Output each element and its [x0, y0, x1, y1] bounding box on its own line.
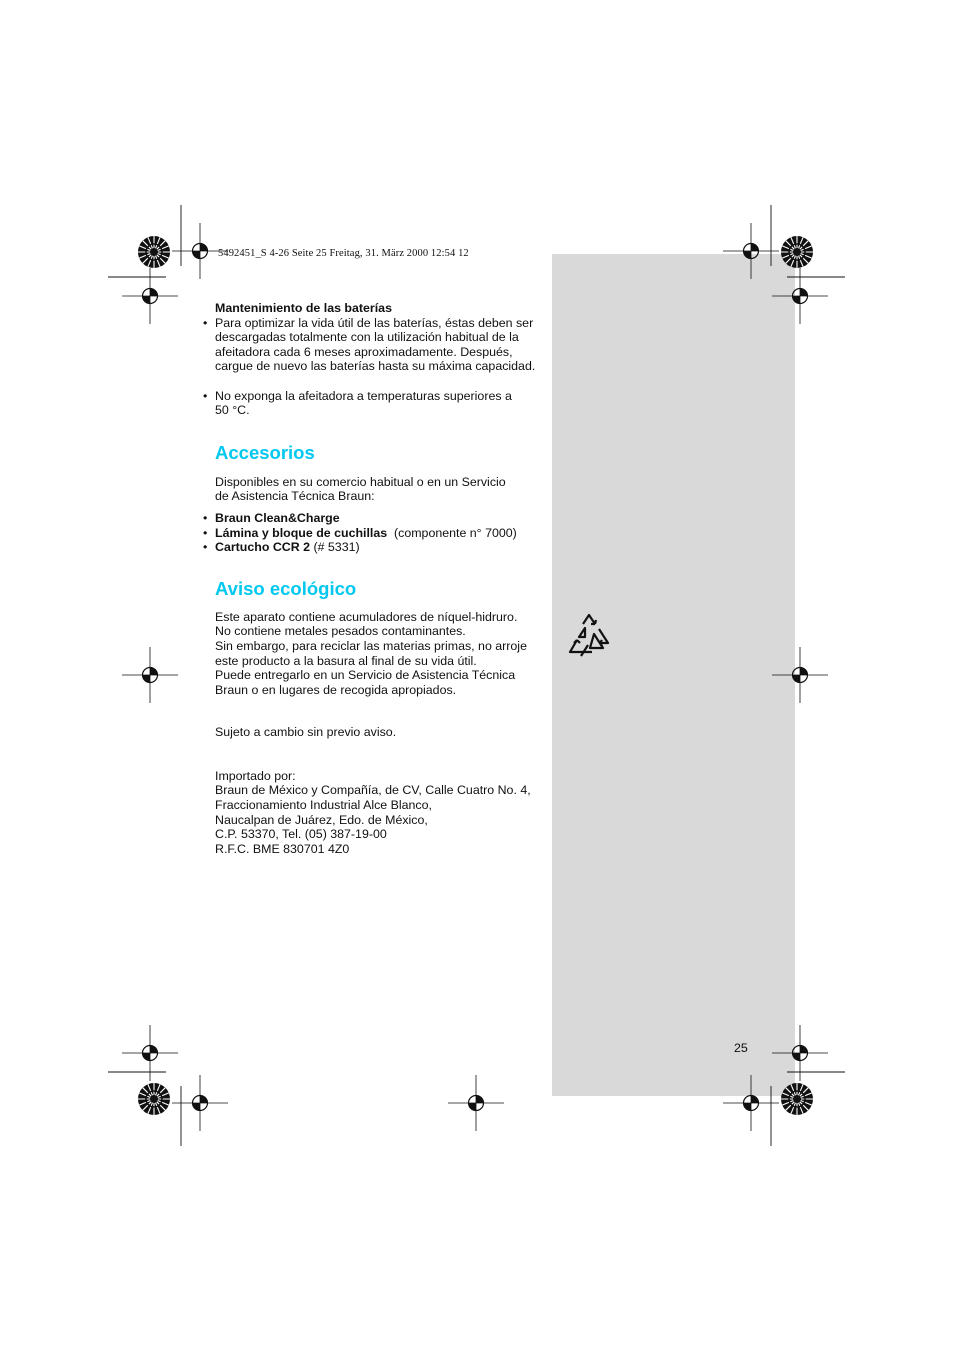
importer-line: Naucalpan de Juárez, Edo. de México,: [215, 812, 428, 827]
change-notice: Sujeto a cambio sin previo aviso.: [215, 725, 397, 740]
eco-line: Sin embargo, para reciclar las materias primas, no arroje este producto a la basura al final de su vida útil.: [215, 638, 527, 668]
accessory-item-detail: (componente n° 7000): [387, 525, 517, 540]
registration-mark: [122, 268, 178, 324]
registration-mark: [772, 268, 828, 324]
registration-mark: [122, 1025, 178, 1081]
registration-mark: [122, 647, 178, 703]
page-number: 25: [734, 1041, 748, 1055]
registration-mark: [448, 1075, 504, 1131]
accessory-item-name: Cartucho CCR 2: [215, 540, 311, 555]
registration-mark: [772, 1025, 828, 1081]
accessory-item-name: Braun Clean&Charge: [215, 510, 340, 525]
eco-line: Este aparato contiene acumuladores de níquel-hidruro.: [215, 609, 518, 624]
accessory-item-detail: (# 5331): [310, 540, 360, 555]
eco-line: No contiene metales pesados contaminantes.: [215, 624, 466, 639]
starburst-mark: [138, 1083, 170, 1115]
print-slug: 5492451_S 4-26 Seite 25 Freitag, 31. März 2000 12:54 12: [218, 248, 469, 259]
battery-heading: Mantenimiento de las baterías: [215, 301, 392, 315]
importer-line: R.F.C. BME 830701 4Z0: [215, 841, 350, 856]
battery-bullet-2: • No exponga la afeitadora a temperaturas superiores a 50 °C.: [215, 389, 525, 418]
registration-mark: [172, 223, 228, 279]
importer-line: C.P. 53370, Tel. (05) 387-19-00: [215, 827, 387, 842]
accessory-item-name: Lámina y bloque de cuchillas: [215, 525, 388, 540]
registration-mark: [172, 1075, 228, 1131]
accessories-intro: Disponibles en su comercio habitual o en un Servicio de Asistencia Técnica Braun:: [215, 474, 506, 504]
eco-line: Puede entregarlo en un Servicio de Asistencia Técnica Braun o en lugares de recogida apropiados.: [215, 668, 516, 697]
starburst-mark: [138, 236, 170, 268]
importer-line: Importado por:: [215, 768, 296, 783]
eco-title: Aviso ecológico: [215, 577, 357, 599]
battery-bullet-1: • Para optimizar la vida útil de las baterías, éstas deben ser descargadas totalmente con la utilización habitual de la afeitadora cada 6 meses aproximadamente. Después, cargue de nuevo las baterías hasta su máxima capacidad.: [215, 316, 539, 374]
accessories-title: Accesorios: [215, 441, 315, 463]
importer-line: Braun de México y Compañía, de CV, Calle Cuatro No. 4,: [215, 783, 531, 798]
importer-line: Fraccionamiento Industrial Alce Blanco,: [215, 798, 432, 813]
starburst-mark: [781, 1083, 813, 1115]
registration-mark: [772, 647, 828, 703]
starburst-mark: [781, 236, 813, 268]
